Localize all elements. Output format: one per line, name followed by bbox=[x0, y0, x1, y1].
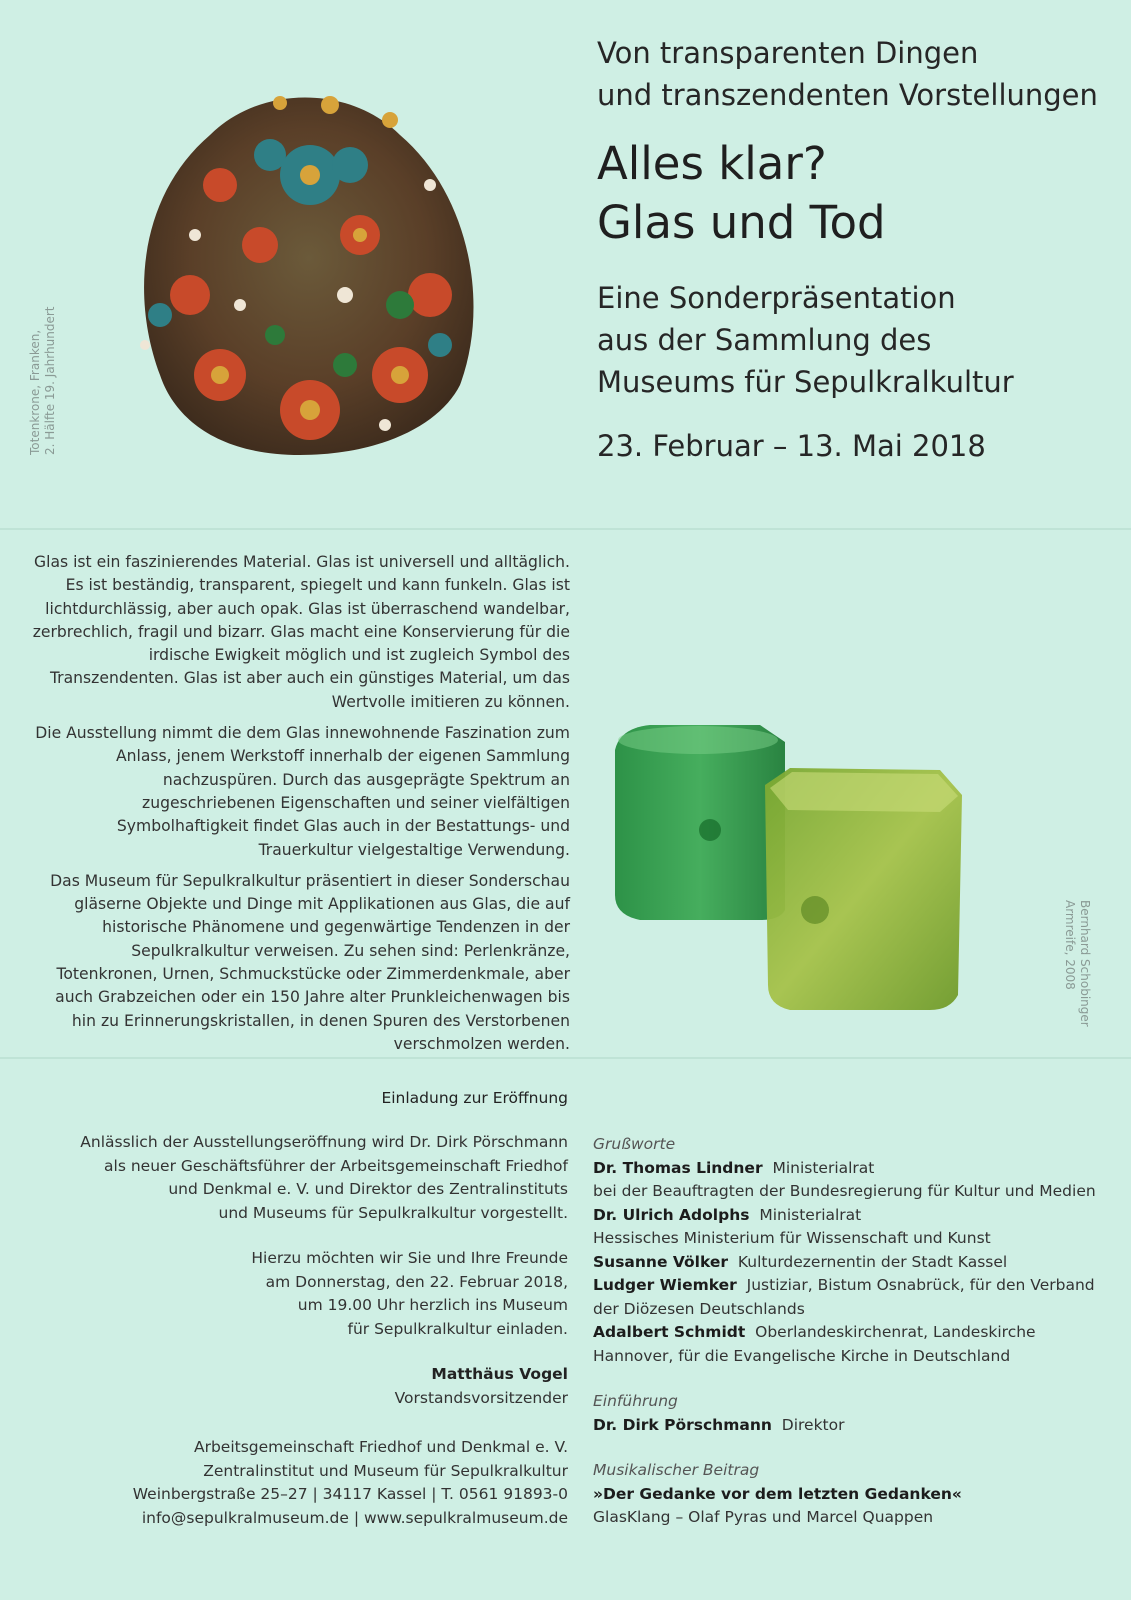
invitation-text bbox=[40, 1131, 568, 1410]
organization-address: Arbeitsgemeinschaft Friedhof und Denkmal e. V. Zentralinstitut und Museum für Sepulkralkultur Weinbergstraße 25–27 | 34117 Kassel | T. 0561 91893-0 info@sepulkralmuseum.de | www.sepulkralmuseum.de bbox=[40, 1436, 568, 1530]
signer-role: Vorstandsvorsitzender bbox=[394, 1388, 568, 1407]
greetings-label: Grußworte bbox=[593, 1135, 676, 1153]
glasses-image bbox=[610, 720, 990, 1040]
intro-speaker: Dr. Dirk Pörschmann Direktor bbox=[593, 1415, 845, 1434]
description-paragraph-2: Die Ausstellung nimmt die dem Glas innewohnende Faszination zum Anlass, jenem Werkstoff innerhalb der eigenen Sammlung nachzuspüren. Durch das ausgeprägte Spektrum an zugeschriebenen Eigenschaften und seiner vielfältigen Symbolhaftigkeit findet Glas auch in der Bestattungs- und Trauerkultur vielgestaltige Verwendung. bbox=[35, 724, 570, 859]
speaker-2: Dr. Ulrich Adolphs Ministerialrat bbox=[593, 1205, 862, 1224]
description-paragraph-3: Das Museum für Sepulkralkultur präsentiert in dieser Sonderschau gläserne Objekte und Dinge mit Applikationen aus Glas, die auf historische Phänomene und gegenwärtige Tendenzen in der Sepulkralkultur verweisen. Zu sehen sind: Perlenkränze, Totenkronen, Urnen, Schmuckstücke oder Zimmerdenkmale, aber auch Grabzeichen oder ein 150 Jahre alter Prunkleichenwagen bis hin zu Erinnerungskristallen, in denen Spuren des Verstorbenen verschmolzen werden. bbox=[50, 871, 570, 1053]
speaker-4: Ludger Wiemker Justiziar, Bistum Osnabrück, für den Verband bbox=[593, 1276, 1095, 1294]
contact-links: info@sepulkralmuseum.de | www.sepulkralmuseum.de bbox=[141, 1508, 568, 1527]
speaker-5: Adalbert Schmidt Oberlandeskirchenrat, Landeskirche bbox=[593, 1323, 1036, 1341]
subtitle: Von transparenten Dingen und transzendenten Vorstellungen bbox=[597, 36, 1098, 112]
crown-caption: Totenkrone, Franken, 2. Hälfte 19. Jahrhundert bbox=[28, 306, 57, 455]
exhibition-dates: 23. Februar – 13. Mai 2018 bbox=[597, 429, 986, 463]
fold-line-top bbox=[0, 528, 1131, 530]
speaker-2-affiliation: Hessisches Ministerium für Wissenschaft und Kunst bbox=[593, 1229, 991, 1247]
invitation-paragraph-2: Hierzu möchten wir Sie und Ihre Freunde am Donnerstag, den 22. Februar 2018, um 19.00 Uhr herzlich ins Museum für Sepulkralkultur einladen. bbox=[251, 1249, 568, 1338]
program bbox=[593, 1133, 1113, 1530]
music-label: Musikalischer Beitrag bbox=[593, 1461, 760, 1479]
description-text bbox=[30, 551, 570, 1064]
music-title: »Der Gedanke vor dem letzten Gedanken« bbox=[593, 1484, 962, 1503]
signer-name: Matthäus Vogel bbox=[431, 1365, 568, 1383]
crown-image bbox=[100, 45, 510, 475]
invitation-paragraph-1: Anlässlich der Ausstellungseröffnung wird Dr. Dirk Pörschmann als neuer Geschäftsführer der Arbeitsgemeinschaft Friedhof und Denkmal e. V. und Direktor des Zentralinstituts und Museums für Sepulkralkultur vorgestellt. bbox=[80, 1133, 568, 1222]
speaker-1-affiliation: bei der Beauftragten der Bundesregierung für Kultur und Medien bbox=[593, 1182, 1096, 1200]
invitation-title: Einladung zur Eröffnung bbox=[381, 1089, 568, 1107]
intro-label: Einführung bbox=[593, 1392, 678, 1410]
speaker-4-affiliation: der Diözesen Deutschlands bbox=[593, 1299, 805, 1318]
speaker-5-affiliation: Hannover, für die Evangelische Kirche in Deutschland bbox=[593, 1346, 1011, 1365]
tagline: Eine Sonderpräsentation aus der Sammlung des Museums für Sepulkralkultur bbox=[597, 281, 1014, 399]
glasses-caption: Bernhard Schobinger Armreife, 2008 bbox=[1063, 900, 1092, 1027]
speaker-3: Susanne Völker Kulturdezernentin der Stadt Kassel bbox=[593, 1252, 1008, 1271]
signature bbox=[40, 1363, 568, 1410]
music-performers: GlasKlang – Olaf Pyras und Marcel Quappen bbox=[593, 1508, 934, 1526]
speaker-1: Dr. Thomas Lindner Ministerialrat bbox=[593, 1158, 875, 1177]
main-title: Alles klar? Glas und Tod bbox=[597, 137, 886, 249]
description-paragraph-1: Glas ist ein faszinierendes Material. Glas ist universell und alltäglich. Es ist beständig, transparent, spiegelt und kann funkeln. Glas ist lichtdurchlässig, aber auch opak. Glas ist überraschend wandelbar, zerbrechlich, fragil und bizarr. Glas macht eine Konservierung für die irdische Ewigkeit möglich und ist zugleich Symbol des Transzendenten. Glas ist aber auch ein günstiges Material, um das Wertvolle imitieren zu können. bbox=[32, 553, 570, 711]
